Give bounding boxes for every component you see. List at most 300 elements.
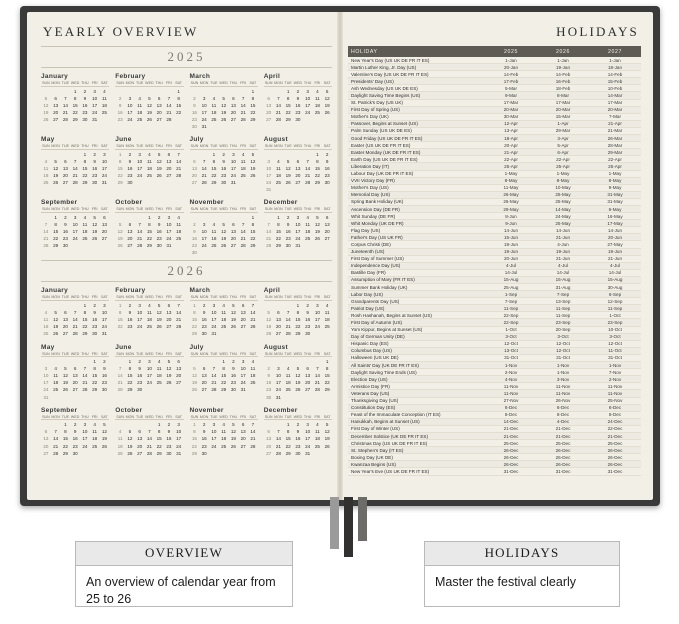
- day-cell[interactable]: 7: [286, 310, 290, 316]
- day-cell[interactable]: 9: [83, 95, 87, 101]
- mini-month[interactable]: [115, 287, 183, 337]
- day-cell[interactable]: 13: [166, 310, 172, 316]
- day-cell[interactable]: 28: [43, 243, 49, 249]
- mini-month[interactable]: [264, 199, 332, 256]
- day-cell[interactable]: 27: [230, 243, 236, 249]
- day-cell[interactable]: 18: [314, 436, 320, 442]
- day-cell[interactable]: 7: [64, 95, 67, 101]
- day-cell[interactable]: 22: [324, 380, 330, 386]
- day-cell[interactable]: 18: [117, 443, 123, 449]
- day-cell[interactable]: 7: [138, 221, 141, 227]
- day-cell[interactable]: 15: [191, 436, 197, 442]
- table-row[interactable]: [348, 418, 641, 425]
- table-row[interactable]: [348, 269, 641, 276]
- day-cell[interactable]: 29: [82, 180, 88, 186]
- day-cell[interactable]: 3: [148, 359, 151, 365]
- day-cell[interactable]: 27: [62, 180, 68, 186]
- day-cell[interactable]: 4: [212, 95, 216, 101]
- day-cell[interactable]: 3: [202, 221, 206, 227]
- day-cell[interactable]: 7: [316, 366, 319, 372]
- day-cell[interactable]: 20: [43, 443, 49, 449]
- day-cell[interactable]: 31: [201, 124, 207, 130]
- day-cell[interactable]: 8: [193, 310, 196, 316]
- day-cell[interactable]: 26: [146, 116, 152, 122]
- day-cell[interactable]: 30: [166, 450, 172, 456]
- table-row[interactable]: [348, 326, 641, 333]
- day-cell[interactable]: 23: [82, 109, 88, 115]
- day-cell[interactable]: 7: [306, 158, 309, 164]
- day-cell[interactable]: 5: [157, 151, 161, 157]
- day-cell[interactable]: 20: [72, 380, 78, 386]
- day-cell[interactable]: 16: [221, 165, 227, 171]
- day-cell[interactable]: 1: [157, 422, 161, 428]
- day-cell[interactable]: 8: [64, 429, 67, 435]
- day-cell[interactable]: 17: [137, 317, 143, 323]
- day-cell[interactable]: 14: [117, 373, 123, 379]
- day-cell[interactable]: 9: [73, 429, 77, 435]
- day-cell[interactable]: 9: [93, 158, 96, 164]
- day-cell[interactable]: 8: [73, 95, 77, 101]
- day-cell[interactable]: 5: [316, 214, 319, 220]
- day-cell[interactable]: 27: [240, 443, 246, 449]
- mini-month[interactable]: [41, 73, 109, 130]
- day-cell[interactable]: 26: [324, 109, 330, 115]
- day-cell[interactable]: 25: [314, 109, 320, 115]
- day-cell[interactable]: 23: [127, 324, 133, 330]
- day-cell[interactable]: 15: [82, 165, 88, 171]
- day-cell[interactable]: 26: [101, 443, 107, 449]
- day-cell[interactable]: 20: [53, 109, 59, 115]
- mini-month[interactable]: [190, 287, 258, 337]
- day-cell[interactable]: 26: [191, 387, 197, 393]
- day-cell[interactable]: 18: [275, 172, 281, 178]
- day-cell[interactable]: 7: [267, 221, 270, 227]
- day-cell[interactable]: 19: [221, 236, 227, 242]
- day-cell[interactable]: 16: [137, 373, 143, 379]
- day-cell[interactable]: 18: [211, 109, 217, 115]
- mini-month[interactable]: [190, 344, 258, 401]
- day-cell[interactable]: 3: [296, 214, 300, 220]
- day-cell[interactable]: 23: [266, 387, 272, 393]
- day-cell[interactable]: 24: [211, 443, 217, 449]
- day-cell[interactable]: 8: [251, 95, 255, 101]
- day-cell[interactable]: 14: [314, 373, 320, 379]
- day-cell[interactable]: 29: [250, 116, 256, 122]
- day-cell[interactable]: 14: [146, 436, 152, 442]
- day-cell[interactable]: 9: [64, 221, 67, 227]
- day-cell[interactable]: 2: [103, 359, 106, 365]
- day-cell[interactable]: 18: [314, 102, 320, 108]
- day-cell[interactable]: 25: [146, 324, 152, 330]
- day-cell[interactable]: 26: [250, 172, 256, 178]
- day-cell[interactable]: 1: [128, 359, 132, 365]
- day-cell[interactable]: 22: [82, 324, 88, 330]
- day-cell[interactable]: 11: [176, 221, 182, 227]
- mini-month[interactable]: [190, 136, 258, 193]
- day-cell[interactable]: 2: [222, 151, 225, 157]
- day-cell[interactable]: 6: [157, 95, 161, 101]
- table-row[interactable]: [348, 404, 641, 411]
- day-cell[interactable]: 22: [117, 172, 123, 178]
- day-cell[interactable]: 24: [201, 116, 207, 122]
- mini-month[interactable]: [190, 199, 258, 256]
- day-cell[interactable]: 27: [266, 116, 272, 122]
- day-cell[interactable]: 29: [314, 180, 320, 186]
- day-cell[interactable]: 7: [167, 95, 171, 101]
- day-cell[interactable]: 1: [277, 214, 280, 220]
- day-cell[interactable]: 1: [118, 151, 122, 157]
- day-cell[interactable]: 9: [286, 221, 290, 227]
- day-cell[interactable]: 17: [101, 165, 107, 171]
- day-cell[interactable]: 14: [176, 158, 182, 164]
- day-cell[interactable]: 11: [221, 310, 227, 316]
- day-cell[interactable]: 12: [266, 317, 272, 323]
- day-cell[interactable]: 12: [324, 429, 330, 435]
- day-cell[interactable]: 29: [285, 116, 291, 122]
- day-cell[interactable]: 13: [176, 366, 182, 372]
- day-cell[interactable]: 21: [146, 443, 152, 449]
- day-cell[interactable]: 19: [53, 324, 59, 330]
- day-cell[interactable]: 26: [156, 172, 162, 178]
- day-cell[interactable]: 30: [101, 387, 107, 393]
- day-cell[interactable]: 12: [324, 95, 330, 101]
- day-cell[interactable]: 19: [295, 380, 301, 386]
- day-cell[interactable]: 20: [295, 172, 301, 178]
- day-cell[interactable]: 19: [62, 380, 68, 386]
- day-cell[interactable]: 20: [240, 436, 246, 442]
- day-cell[interactable]: 3: [73, 214, 77, 220]
- day-cell[interactable]: 14: [166, 102, 172, 108]
- day-cell[interactable]: 4: [251, 359, 255, 365]
- day-cell[interactable]: 28: [176, 172, 182, 178]
- day-cell[interactable]: 13: [266, 436, 272, 442]
- day-cell[interactable]: 27: [230, 116, 236, 122]
- day-cell[interactable]: 2: [64, 214, 67, 220]
- day-cell[interactable]: 15: [117, 317, 123, 323]
- table-row[interactable]: [348, 177, 641, 184]
- day-cell[interactable]: 2: [202, 302, 206, 308]
- day-cell[interactable]: 30: [92, 180, 98, 186]
- day-cell[interactable]: 17: [176, 436, 182, 442]
- table-row[interactable]: [348, 468, 641, 475]
- day-cell[interactable]: 27: [137, 450, 143, 456]
- day-cell[interactable]: 7: [241, 95, 245, 101]
- day-cell[interactable]: 11: [156, 366, 162, 372]
- day-cell[interactable]: 16: [285, 229, 291, 235]
- day-cell[interactable]: 10: [176, 429, 182, 435]
- day-cell[interactable]: 25: [305, 236, 311, 242]
- day-cell[interactable]: 9: [325, 158, 329, 164]
- day-cell[interactable]: 6: [103, 214, 106, 220]
- day-cell[interactable]: 10: [201, 229, 207, 235]
- day-cell[interactable]: 2: [286, 214, 290, 220]
- day-cell[interactable]: 18: [221, 436, 227, 442]
- day-cell[interactable]: 29: [146, 243, 152, 249]
- day-cell[interactable]: 12: [295, 373, 301, 379]
- day-cell[interactable]: 25: [211, 116, 217, 122]
- day-cell[interactable]: 23: [127, 172, 133, 178]
- day-cell[interactable]: 24: [166, 236, 172, 242]
- day-cell[interactable]: 4: [157, 359, 161, 365]
- day-cell[interactable]: 20: [324, 229, 330, 235]
- day-cell[interactable]: 21: [166, 109, 172, 115]
- day-cell[interactable]: 28: [53, 450, 59, 456]
- day-cell[interactable]: 28: [117, 387, 123, 393]
- day-cell[interactable]: 1: [316, 151, 319, 157]
- day-cell[interactable]: 9: [103, 366, 106, 372]
- table-row[interactable]: [348, 57, 641, 64]
- day-cell[interactable]: 2: [157, 214, 161, 220]
- day-cell[interactable]: 2: [306, 302, 309, 308]
- day-cell[interactable]: 13: [101, 221, 107, 227]
- day-cell[interactable]: 9: [118, 102, 122, 108]
- day-cell[interactable]: 18: [305, 229, 311, 235]
- day-cell[interactable]: 31: [176, 450, 182, 456]
- day-cell[interactable]: 4: [83, 214, 87, 220]
- day-cell[interactable]: 5: [286, 158, 290, 164]
- day-cell[interactable]: 7: [118, 366, 122, 372]
- day-cell[interactable]: 10: [201, 102, 207, 108]
- day-cell[interactable]: 12: [156, 310, 162, 316]
- day-cell[interactable]: 12: [221, 102, 227, 108]
- day-cell[interactable]: 7: [44, 221, 48, 227]
- table-row[interactable]: [348, 411, 641, 418]
- day-cell[interactable]: 22: [156, 443, 162, 449]
- table-row[interactable]: [348, 432, 641, 439]
- day-cell[interactable]: 27: [275, 331, 281, 337]
- day-cell[interactable]: 10: [137, 158, 143, 164]
- day-cell[interactable]: 5: [325, 422, 329, 428]
- day-cell[interactable]: 12: [221, 229, 227, 235]
- day-cell[interactable]: 15: [117, 165, 123, 171]
- day-cell[interactable]: 7: [251, 422, 255, 428]
- day-cell[interactable]: 2: [267, 366, 270, 372]
- day-cell[interactable]: 17: [137, 165, 143, 171]
- day-cell[interactable]: 19: [146, 109, 152, 115]
- day-cell[interactable]: 13: [166, 158, 172, 164]
- day-cell[interactable]: 19: [92, 229, 98, 235]
- day-cell[interactable]: 23: [62, 236, 68, 242]
- day-cell[interactable]: 25: [137, 116, 143, 122]
- day-cell[interactable]: 13: [240, 310, 246, 316]
- day-cell[interactable]: 3: [103, 151, 106, 157]
- day-cell[interactable]: 29: [92, 387, 98, 393]
- mini-month[interactable]: [41, 287, 109, 337]
- day-cell[interactable]: 30: [201, 331, 207, 337]
- mini-month[interactable]: [115, 407, 183, 457]
- day-cell[interactable]: 21: [211, 380, 217, 386]
- day-cell[interactable]: 11: [92, 429, 98, 435]
- day-cell[interactable]: 22: [285, 443, 291, 449]
- day-cell[interactable]: 19: [53, 172, 59, 178]
- day-cell[interactable]: 21: [201, 172, 207, 178]
- day-cell[interactable]: 24: [137, 172, 143, 178]
- day-cell[interactable]: 9: [93, 310, 96, 316]
- day-cell[interactable]: 29: [72, 116, 78, 122]
- mini-month[interactable]: [115, 136, 183, 193]
- day-cell[interactable]: 26: [266, 331, 272, 337]
- day-cell[interactable]: 4: [325, 302, 329, 308]
- day-cell[interactable]: 3: [277, 366, 280, 372]
- day-cell[interactable]: 22: [314, 172, 320, 178]
- day-cell[interactable]: 10: [230, 158, 236, 164]
- day-cell[interactable]: 17: [127, 109, 133, 115]
- day-cell[interactable]: 11: [211, 102, 217, 108]
- day-cell[interactable]: 25: [101, 109, 107, 115]
- day-cell[interactable]: 25: [53, 387, 59, 393]
- day-cell[interactable]: 4: [103, 88, 106, 94]
- day-cell[interactable]: 7: [73, 158, 77, 164]
- day-cell[interactable]: 27: [324, 236, 330, 242]
- day-cell[interactable]: 10: [43, 373, 49, 379]
- day-cell[interactable]: 7: [277, 95, 280, 101]
- table-row[interactable]: [348, 184, 641, 191]
- day-cell[interactable]: 24: [305, 443, 311, 449]
- day-cell[interactable]: 5: [54, 158, 57, 164]
- table-row[interactable]: [348, 120, 641, 127]
- day-cell[interactable]: 24: [101, 172, 107, 178]
- table-row[interactable]: [348, 454, 641, 461]
- table-row[interactable]: [348, 85, 641, 92]
- table-row[interactable]: [348, 227, 641, 234]
- day-cell[interactable]: 24: [176, 443, 182, 449]
- day-cell[interactable]: 13: [191, 165, 197, 171]
- mini-month[interactable]: [41, 407, 109, 457]
- day-cell[interactable]: 15: [191, 317, 197, 323]
- day-cell[interactable]: 15: [62, 436, 68, 442]
- day-cell[interactable]: 4: [148, 151, 151, 157]
- day-cell[interactable]: 26: [230, 324, 236, 330]
- day-cell[interactable]: 19: [43, 109, 49, 115]
- day-cell[interactable]: 1: [286, 88, 290, 94]
- day-cell[interactable]: 23: [101, 380, 107, 386]
- day-cell[interactable]: 5: [251, 151, 255, 157]
- table-row[interactable]: [348, 205, 641, 212]
- day-cell[interactable]: 26: [117, 243, 123, 249]
- day-cell[interactable]: 11: [324, 310, 330, 316]
- day-cell[interactable]: 29: [127, 387, 133, 393]
- day-cell[interactable]: 19: [101, 436, 107, 442]
- day-cell[interactable]: 8: [316, 158, 319, 164]
- day-cell[interactable]: 18: [221, 317, 227, 323]
- day-cell[interactable]: 31: [305, 450, 311, 456]
- day-cell[interactable]: 22: [92, 380, 98, 386]
- day-cell[interactable]: 10: [146, 366, 152, 372]
- day-cell[interactable]: 2: [138, 359, 141, 365]
- day-cell[interactable]: 14: [250, 429, 256, 435]
- day-cell[interactable]: 27: [201, 387, 207, 393]
- day-cell[interactable]: 19: [230, 317, 236, 323]
- day-cell[interactable]: 4: [44, 310, 48, 316]
- day-cell[interactable]: 27: [62, 331, 68, 337]
- day-cell[interactable]: 1: [325, 359, 329, 365]
- day-cell[interactable]: 18: [43, 172, 49, 178]
- day-cell[interactable]: 8: [118, 310, 122, 316]
- day-cell[interactable]: 20: [176, 373, 182, 379]
- day-cell[interactable]: 22: [117, 324, 123, 330]
- day-cell[interactable]: 11: [221, 429, 227, 435]
- day-cell[interactable]: 19: [285, 172, 291, 178]
- day-cell[interactable]: 6: [241, 302, 245, 308]
- day-cell[interactable]: 14: [285, 317, 291, 323]
- day-cell[interactable]: 21: [62, 109, 68, 115]
- day-cell[interactable]: 23: [92, 324, 98, 330]
- day-cell[interactable]: 23: [117, 116, 123, 122]
- table-row[interactable]: [348, 305, 641, 312]
- day-cell[interactable]: 28: [275, 116, 281, 122]
- day-cell[interactable]: 23: [201, 443, 207, 449]
- day-cell[interactable]: 24: [137, 324, 143, 330]
- table-row[interactable]: [348, 425, 641, 432]
- day-cell[interactable]: 11: [43, 165, 49, 171]
- day-cell[interactable]: 13: [230, 229, 236, 235]
- day-cell[interactable]: 2: [193, 221, 196, 227]
- day-cell[interactable]: 4: [222, 422, 225, 428]
- day-cell[interactable]: 23: [137, 380, 143, 386]
- day-cell[interactable]: 29: [275, 243, 281, 249]
- day-cell[interactable]: 5: [267, 310, 270, 316]
- day-cell[interactable]: 1: [73, 88, 77, 94]
- day-cell[interactable]: 15: [314, 165, 320, 171]
- day-cell[interactable]: 26: [62, 387, 68, 393]
- day-cell[interactable]: 28: [275, 450, 281, 456]
- day-cell[interactable]: 1: [64, 422, 67, 428]
- day-cell[interactable]: 29: [285, 450, 291, 456]
- table-row[interactable]: [348, 440, 641, 447]
- day-cell[interactable]: 4: [177, 214, 180, 220]
- day-cell[interactable]: 30: [82, 116, 88, 122]
- day-cell[interactable]: 18: [146, 317, 152, 323]
- day-cell[interactable]: 1: [118, 302, 122, 308]
- day-cell[interactable]: 11: [211, 229, 217, 235]
- day-cell[interactable]: 7: [202, 158, 206, 164]
- day-cell[interactable]: 21: [53, 443, 59, 449]
- day-cell[interactable]: 28: [305, 180, 311, 186]
- day-cell[interactable]: 29: [324, 387, 330, 393]
- day-cell[interactable]: 28: [285, 331, 291, 337]
- day-cell[interactable]: 10: [137, 310, 143, 316]
- day-cell[interactable]: 22: [250, 236, 256, 242]
- day-cell[interactable]: 16: [305, 317, 311, 323]
- day-cell[interactable]: 15: [221, 373, 227, 379]
- day-cell[interactable]: 29: [295, 331, 301, 337]
- day-cell[interactable]: 6: [73, 366, 77, 372]
- day-cell[interactable]: 12: [314, 221, 320, 227]
- day-cell[interactable]: 14: [43, 229, 49, 235]
- day-cell[interactable]: 25: [285, 387, 291, 393]
- day-cell[interactable]: 17: [295, 229, 301, 235]
- day-cell[interactable]: 16: [92, 317, 98, 323]
- day-cell[interactable]: 28: [250, 443, 256, 449]
- day-cell[interactable]: 8: [157, 429, 161, 435]
- day-cell[interactable]: 28: [146, 450, 152, 456]
- day-cell[interactable]: 19: [191, 380, 197, 386]
- day-cell[interactable]: 29: [221, 387, 227, 393]
- day-cell[interactable]: 17: [266, 172, 272, 178]
- day-cell[interactable]: 12: [62, 373, 68, 379]
- day-cell[interactable]: 13: [275, 317, 281, 323]
- day-cell[interactable]: 23: [166, 443, 172, 449]
- day-cell[interactable]: 11: [314, 95, 320, 101]
- day-cell[interactable]: 4: [212, 221, 216, 227]
- day-cell[interactable]: 16: [201, 436, 207, 442]
- table-row[interactable]: [348, 461, 641, 468]
- day-cell[interactable]: 19: [156, 317, 162, 323]
- day-cell[interactable]: 12: [92, 221, 98, 227]
- day-cell[interactable]: 31: [101, 180, 107, 186]
- day-cell[interactable]: 9: [128, 158, 132, 164]
- day-cell[interactable]: 8: [193, 429, 196, 435]
